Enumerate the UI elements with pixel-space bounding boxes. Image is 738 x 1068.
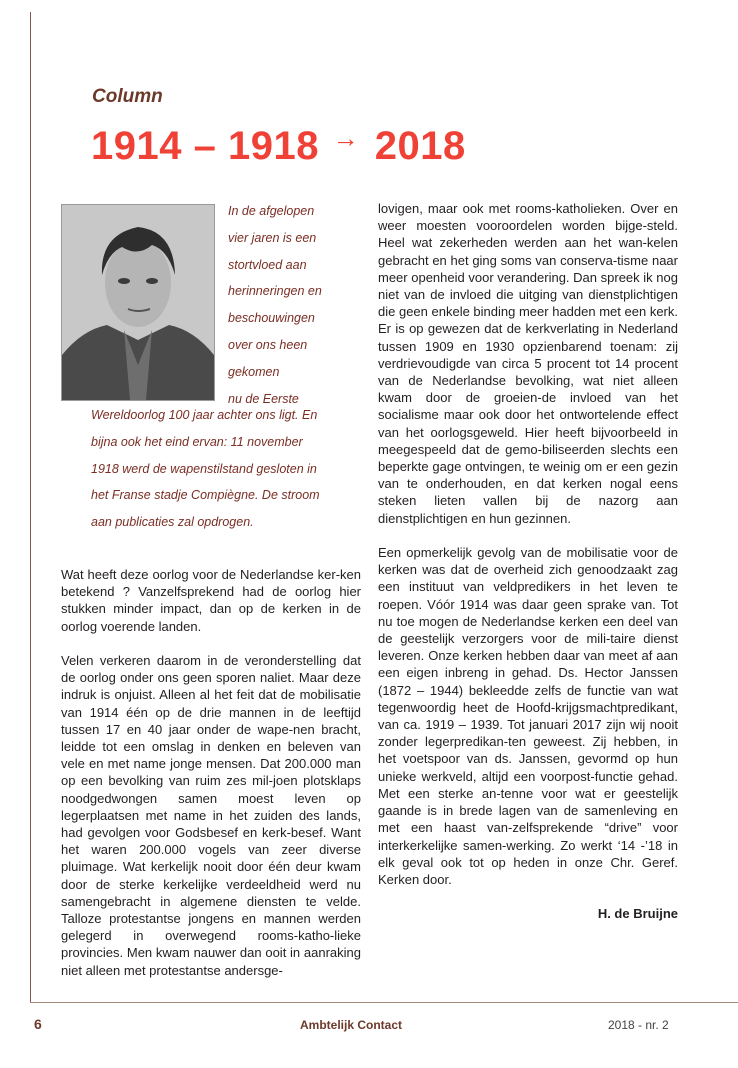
issue-label: 2018 - nr. 2 (608, 1018, 669, 1032)
intro-line: gekomen (228, 364, 280, 379)
intro-line: Wereldoorlog 100 jaar achter ons ligt. En (91, 408, 318, 422)
arrow-right-icon: → (332, 123, 360, 153)
body-paragraph: Velen verkeren daarom in de veronderstelling dat de oorlog onder ons geen sporen naliet. Maar deze indruk is onjuist. Alleen al het feit dat de mobilisatie van 1914 één op de drie mannen in de leeftijd tussen 17 en 40 jaar onder de wape-nen bracht, leidde tot een omslag in denken en beleven van vele en met name jonge mensen. Dat 200.000 man op een bevolking van ruim zes mil-joen plotsklaps noodgedwongen samen moest leven op legerplaatsen met name in het zuiden des lands, had gevolgen voor Godsbesef en kerk-besef. Want het waren 200.000 vogels van zeer diverse pluimage. Wat kerkelijk nooit door één deur kwam door de sterke kerkelijke verdeeldheid werd nu samengebracht in algemene diensten te velde. Talloze protestantse jongens en mannen werden gelegerd in overwegend rooms-katho-lieke provincies. Men kwam nauwer dan ooit in aanraking niet alleen met protestantse andersge- (61, 653, 361, 978)
intro-line: het Franse stadje Compiègne. De stroom (91, 488, 320, 503)
body-paragraph: lovigen, maar ook met rooms-katholieken. Over en weer moesten vooroordelen worden bijge-steld. Heel wat zekerheden werden aan het wan-kelen gebracht en het ging soms van conserva-tisme naar meer openheid voor verandering. Dan spreek ik nog niet van de invloed die uitging van dienstplichtigen die geen enkele binding meer hadden met een kerk. Er is op gewezen dat de kerkverlating in Nederland tussen 1909 en 1930 opzienbarend toenam: zij verdrievoudigde van circa 5 procent tot 14 procent van de Nederlandse bevolking, wat niet alleen kwam door de groeien-de invloed van het socialisme maar ook door het ontwortelende effect van het oorlogsgeweld. Hier heeft bijvoorbeeld in meegespeeld dat de gemo-biliseerden slechts een beperkte gage ontvingen, te weinig om er een gezin van te onderhouden, en dat kerken nogal eens steken lieten vallen bij de nazorg aan dienstplichtigen en hun gezinnen. (378, 201, 678, 526)
intro-lead-narrow (228, 198, 358, 412)
bottom-rule (30, 1002, 738, 1003)
body-column-right (378, 200, 678, 940)
page-number: 6 (34, 1016, 42, 1032)
intro-line: aan publicaties zal opdrogen. (91, 515, 254, 530)
title-year-2018: 2018 (374, 124, 466, 168)
publication-name: Ambtelijk Contact (300, 1018, 403, 1032)
intro-line: vier jaren is een (228, 230, 317, 245)
body-column-left (61, 566, 361, 996)
intro-line: over ons heen (228, 337, 308, 352)
section-kicker: Column (92, 86, 163, 107)
body-paragraph: Wat heeft deze oorlog voor de Nederlandse ker-ken betekend ? Vanzelfsprekend had de oorlog hier stukken minder impact, dan op de kerken in de oorlog voerende landen. (61, 567, 361, 634)
body-paragraph: Een opmerkelijk gevolg van de mobilisatie voor de kerken was dat de overheid zich genoodzaakt zag een instituut van veldpredikers in het leven te roepen. Vóór 1914 was daar geen sprake van. Tot nu toe mogen de Nederlandse kerken een deel van de geestelijk verzorgers voor de mili-taire dienst leveren. Onze kerken hebben daar van meet af aan een eigen inbreng in gehad. Ds. Hector Janssen (1872 – 1944) bekleedde zelfs de functie van wat tegenwoordig heet de Hoofd-krijgsmachtpredikant, van ca. 1919 – 1939. Tot januari 2017 zijn wij nooit zonder legerpredikan-ten geweest. Zij hebben, in het voetspoor van ds. Janssen, gevormd op hun unieke werkveld, altijd een voorpost-functie gehad. Met een sterke an-tenne voor wat er geestelijk gaande is in brede lagen van de samenleving en met een haast van-zelfsprekende “drive” voor interkerkelijke samen-werking. Zo werkt ‘14 -’18 in elk geval ook tot op heden in onze Chr. Geref. Kerken door. (378, 545, 678, 887)
intro-line: stortvloed aan (228, 257, 307, 272)
title-years-range: 1914 – 1918 (91, 124, 319, 168)
intro-line: herinneringen en (228, 284, 322, 299)
intro-line: bijna ook het eind ervan: 11 november (91, 434, 303, 449)
page-title (91, 122, 466, 174)
author-byline: H. de Bruijne (597, 906, 678, 922)
intro-line: 1918 werd de wapenstilstand gesloten in (91, 461, 317, 476)
author-photo (61, 204, 215, 401)
left-margin-rule (30, 12, 31, 1002)
portrait-image (62, 205, 214, 400)
intro-line: In de afgelopen (228, 204, 315, 218)
intro-line: beschouwingen (228, 311, 315, 326)
intro-line: nu de Eerste (228, 391, 299, 406)
intro-lead-wide (91, 402, 361, 536)
